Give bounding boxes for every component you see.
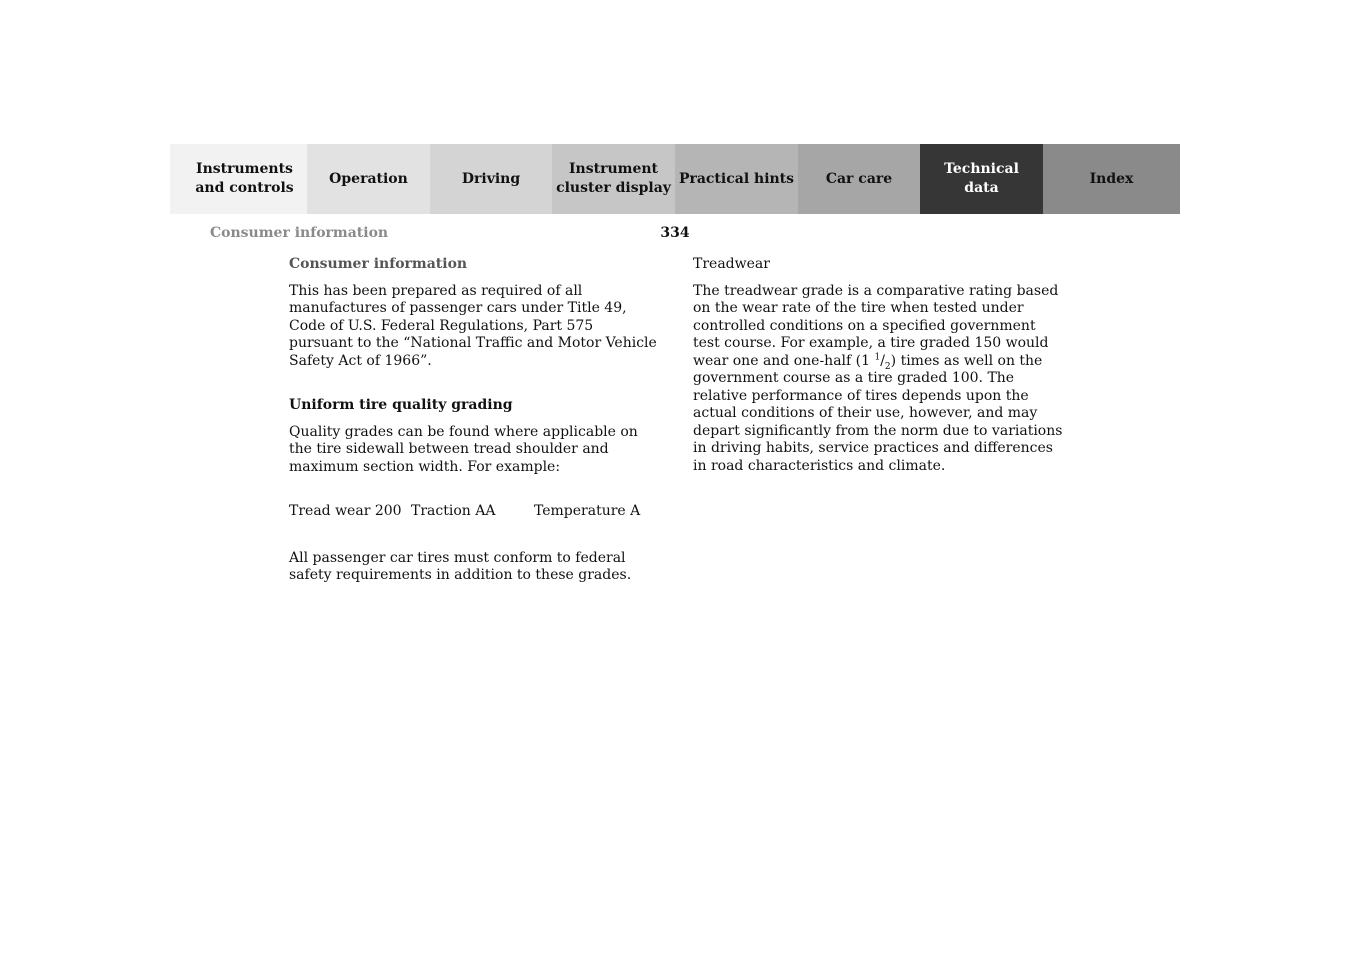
fraction-slash: / — [880, 352, 885, 369]
tab-index[interactable] — [1043, 144, 1180, 214]
treadwear-text-part2: ) times as well on the government course as a tire graded 100. The relative performance of tires depends upon the actual conditions of their use, however, and may depart significantly from the norm due to variations in driving habits, service practices and differences in road characteristics and climate. — [693, 352, 1063, 474]
tab-technical-data[interactable] — [920, 144, 1043, 214]
tab-driving[interactable] — [430, 144, 552, 214]
grades-example — [289, 503, 661, 521]
grade-temperature: Temperature A — [534, 503, 641, 519]
tab-car-care[interactable] — [798, 144, 920, 214]
treadwear-text-part1: The treadwear grade is a comparative rating based on the wear rate of the tire when tested under controlled conditions on a specified government test course. For example, a tire graded 150 would wear one and one-half (1 — [693, 282, 1059, 369]
right-column — [693, 256, 1065, 475]
chapter-tabs — [170, 144, 1180, 214]
section-header: Consumer information — [210, 225, 389, 241]
uniform-tire-grading-heading: Uniform tire quality grading — [289, 397, 513, 413]
tab-label: Driving — [461, 170, 521, 187]
tab-instrument-cluster-display[interactable] — [552, 144, 675, 214]
closing-paragraph: All passenger car tires must conform to federal safety requirements in addition to these grades. — [289, 549, 632, 583]
tab-operation[interactable] — [307, 144, 430, 214]
consumer-information-title: Consumer information — [289, 256, 468, 272]
fraction-numerator: 1 — [874, 351, 881, 362]
left-column — [289, 256, 661, 585]
tab-label: Instruments and controls — [195, 161, 294, 196]
fraction-denominator: 2 — [884, 361, 891, 372]
tab-label: Operation — [329, 170, 408, 187]
tab-label: Instrument cluster display — [556, 161, 671, 196]
tab-label: Car care — [825, 170, 893, 187]
grade-treadwear: Tread wear 200 — [289, 503, 402, 519]
treadwear-title: Treadwear — [693, 256, 770, 272]
tab-instruments-and-controls[interactable] — [170, 144, 307, 214]
tab-label: Practical hints — [678, 170, 795, 187]
grade-traction: Traction AA — [411, 503, 496, 519]
tab-label: Index — [1089, 170, 1134, 187]
page-number: 334 — [660, 225, 690, 241]
intro-paragraph: This has been prepared as required of all manufactures of passenger cars under Title 49, Code of U.S. Federal Regulations, Part 575 pursuant to the “National Traffic and Motor Vehicle Safety Act of 1966”. — [289, 282, 657, 369]
treadwear-paragraph — [693, 283, 1065, 476]
tab-label: Technical data — [944, 161, 1019, 196]
quality-grades-paragraph: Quality grades can be found where applicable on the tire sidewall between tread shoulder and maximum section width. For example: — [289, 423, 638, 475]
tab-practical-hints[interactable] — [675, 144, 798, 214]
